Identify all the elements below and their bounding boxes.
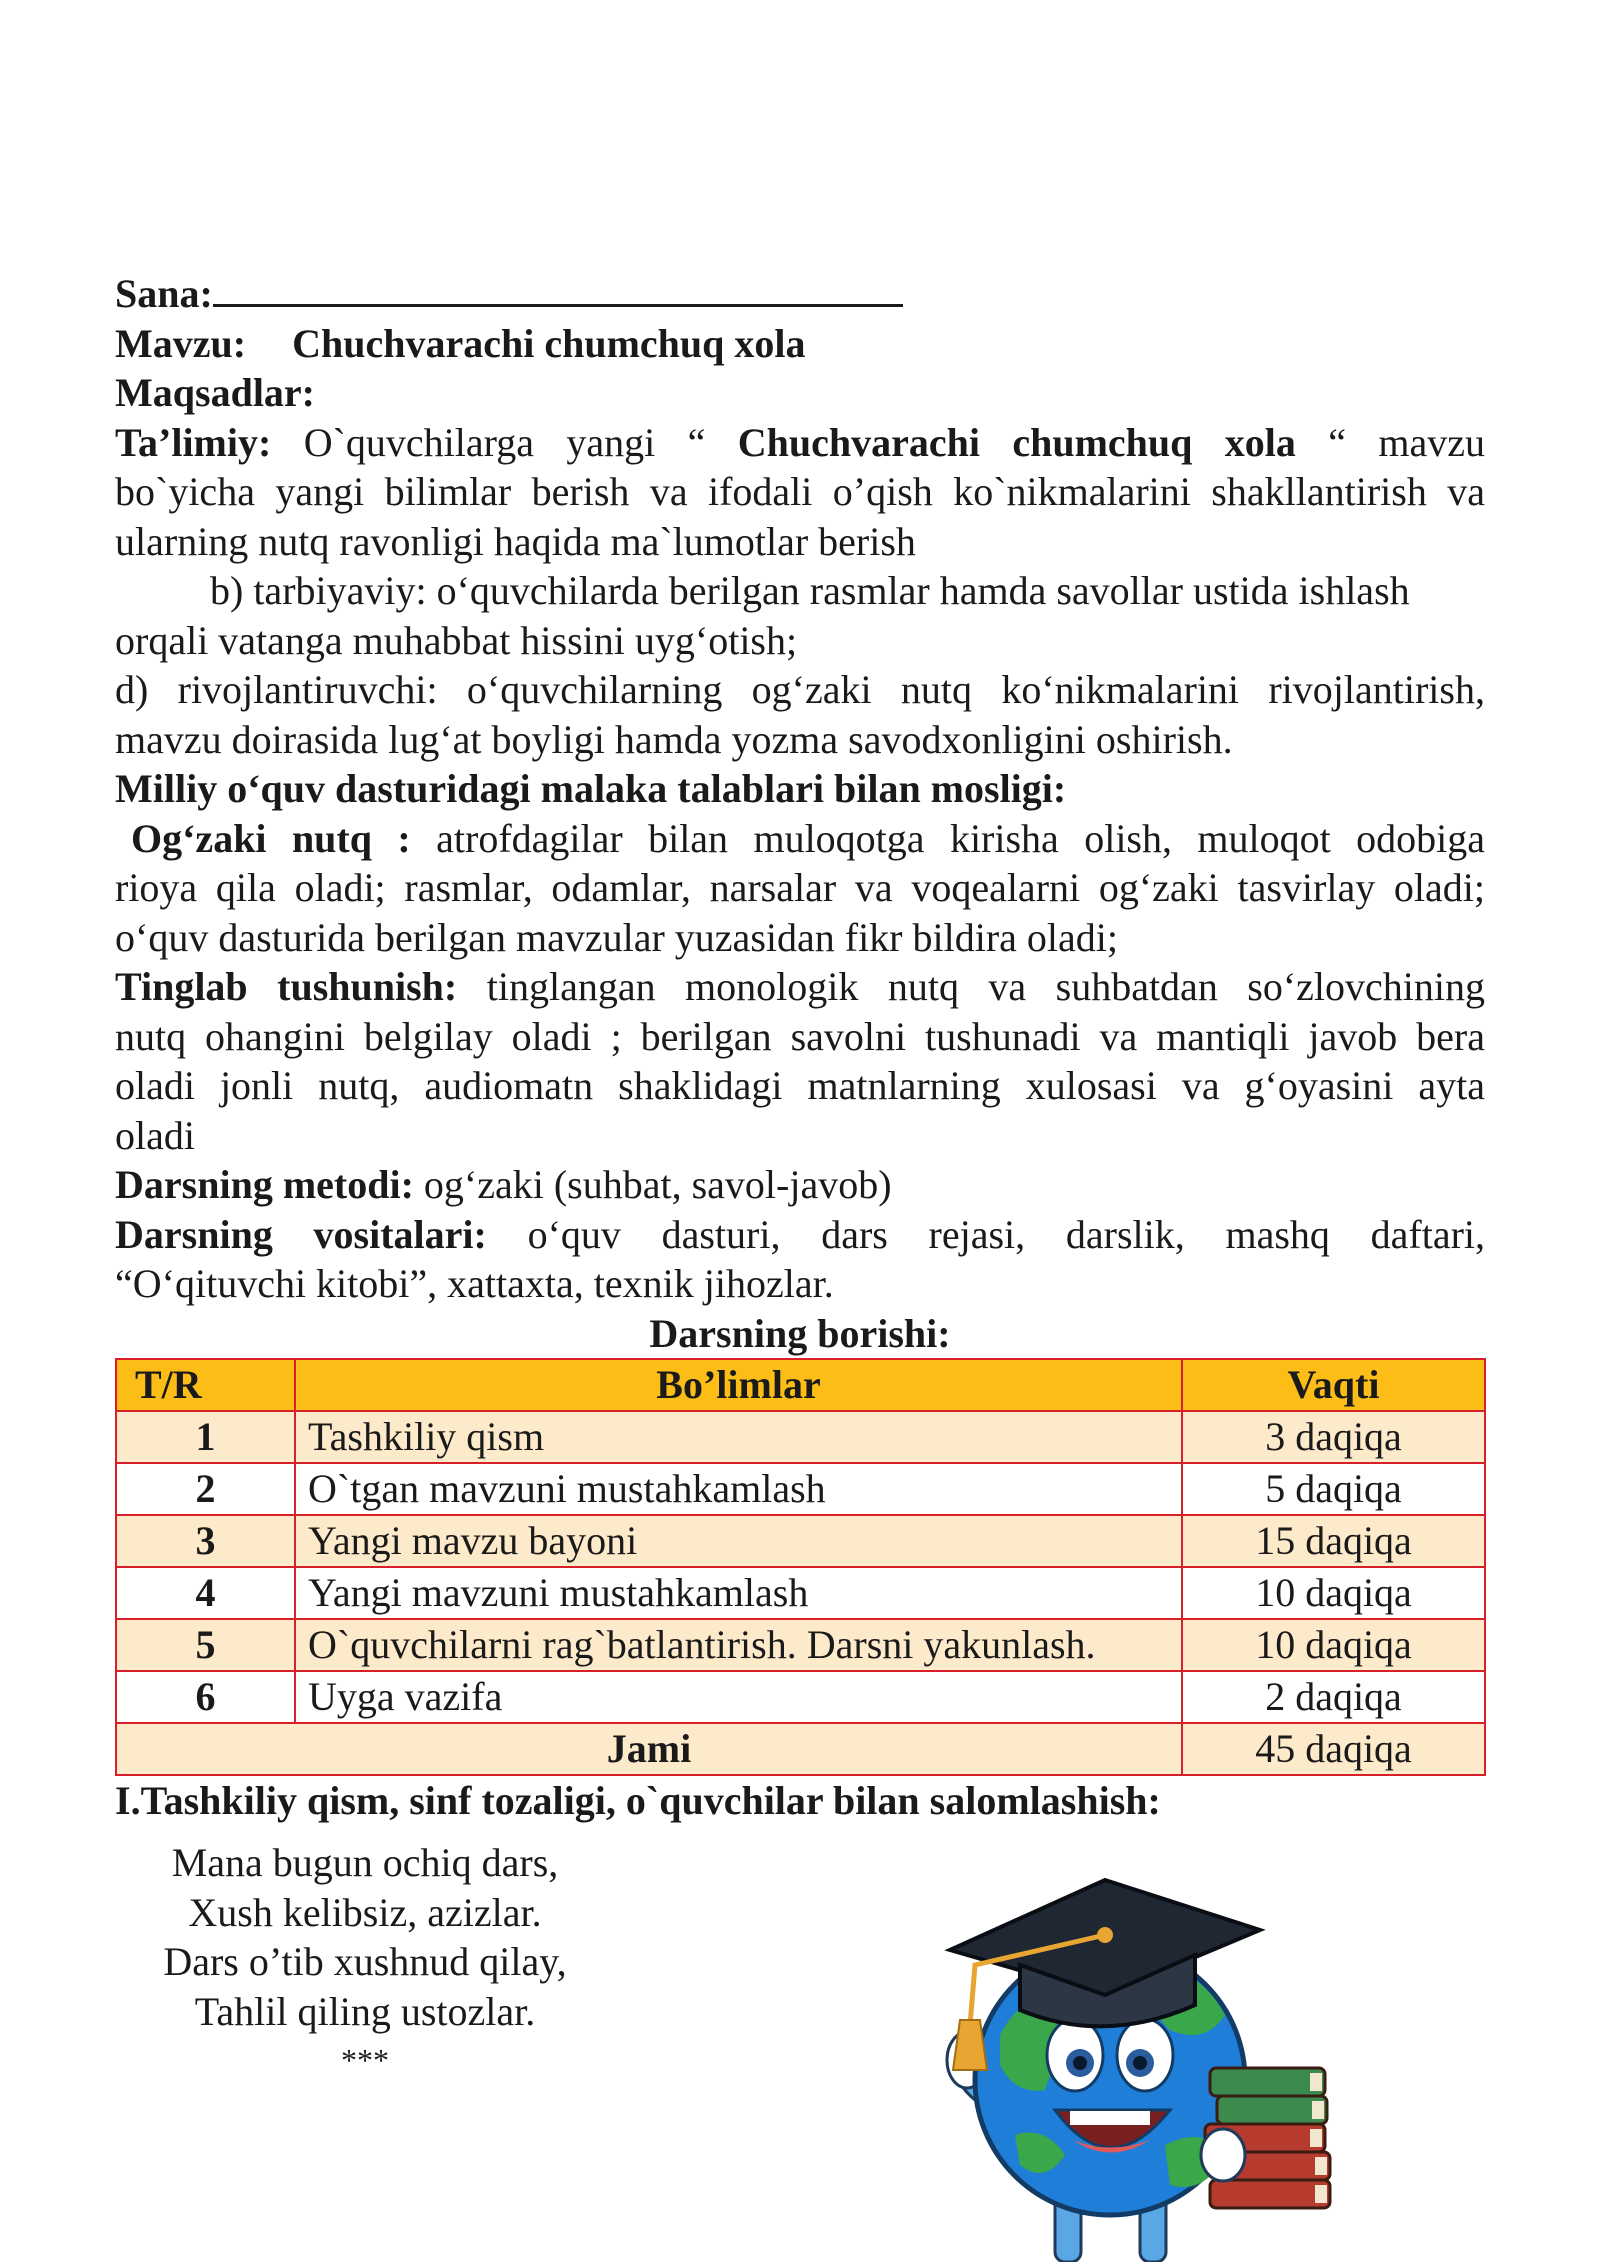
table-row — [116, 1463, 1485, 1515]
tools-label: Darsning vositalari: — [115, 1211, 487, 1257]
rivoj-line-1: d) rivojlantiruvchi: o‘quvchilarning og‘zaki nutq ko‘nikmalarini rivojlantirish, — [115, 667, 1485, 712]
table-row — [116, 1515, 1485, 1567]
poem-separator: *** — [341, 2042, 389, 2078]
standards-heading: Milliy o‘quv dasturidagi malaka talablari bilan mosligi: — [115, 766, 1067, 811]
row-num: 4 — [116, 1567, 295, 1619]
lesson-schedule-table — [115, 1358, 1486, 1776]
tarbiyaviy-line-1: b) tarbiyaviy: o‘quvchilarda berilgan rasmlar hamda savollar ustida ishlash — [210, 568, 1410, 613]
row-num: 5 — [116, 1619, 295, 1671]
row-section: Uyga vazifa — [295, 1671, 1182, 1723]
date-line — [115, 268, 1485, 319]
listen-line-4: oladi — [115, 1112, 195, 1158]
lesson-plan-document — [115, 268, 1485, 1826]
tools-text-1: o‘quv dasturi, dars rejasi, darslik, mashq daftari, — [527, 1211, 1485, 1257]
poem-line: Mana bugun ochiq dars, — [171, 1840, 559, 1885]
row-time: 3 daqiqa — [1182, 1411, 1485, 1463]
table-row — [116, 1619, 1485, 1671]
listen-line-1 — [115, 962, 1485, 1012]
table-row — [116, 1567, 1485, 1619]
poem-line: Xush kelibsiz, azizlar. — [188, 1889, 542, 1935]
row-time: 15 daqiqa — [1182, 1515, 1485, 1567]
row-section: Yangi mavzu bayoni — [295, 1515, 1182, 1567]
oral-text-1: atrofdagilar bilan muloqotga kirisha olish, muloqot odobiga — [436, 815, 1485, 861]
talimiy-label: Ta’limiy: — [115, 419, 272, 465]
oral-line-2: rioya qila oladi; rasmlar, odamlar, narsalar va voqealarni og‘zaki tasvirlay oladi; — [115, 865, 1485, 910]
header-section: Bo’limlar — [295, 1359, 1182, 1411]
tools-line-1 — [115, 1210, 1485, 1260]
date-label: Sana: — [115, 271, 213, 316]
topic-label: Mavzu: — [115, 320, 247, 366]
topic-value: Chuchvarachi chumchuq xola — [292, 320, 806, 366]
talimiy-line-3: ularning nutq ravonligi haqida ma`lumotlar berish — [115, 518, 916, 564]
method-line — [115, 1160, 1485, 1210]
row-section: Tashkiliy qism — [295, 1411, 1182, 1463]
row-time: 10 daqiqa — [1182, 1567, 1485, 1619]
tools-line-2: “O‘qituvchi kitobi”, xattaxta, texnik jihozlar. — [115, 1261, 834, 1306]
row-time: 2 daqiqa — [1182, 1671, 1485, 1723]
topic-line — [115, 319, 1485, 369]
row-time: 5 daqiqa — [1182, 1463, 1485, 1515]
method-label: Darsning metodi: — [115, 1162, 414, 1207]
table-header-row — [116, 1359, 1485, 1411]
listen-line-3: oladi jonli nutq, audiomatn shaklidagi matnlarning xulosasi va g‘oyasini ayta — [115, 1063, 1485, 1108]
rivoj-line-2: mavzu doirasida lug‘at boyligi hamda yozma savodxonligini oshirish. — [115, 716, 1233, 762]
listen-line-2: nutq ohangini belgilay oladi ; berilgan savolni tushunadi va mantiqli javob bera — [115, 1013, 1485, 1059]
table-row — [116, 1411, 1485, 1463]
table-title: Darsning borishi: — [649, 1310, 951, 1356]
oral-line-1 — [115, 814, 1485, 864]
greeting-poem — [115, 1838, 615, 2086]
tarbiyaviy-line-2: orqali vatanga muhabbat hissini uyg‘otish; — [115, 617, 798, 663]
goals-heading: Maqsadlar: — [115, 370, 315, 415]
listen-text-1: tinglangan monologik nutq va suhbatdan so‘zlovchining — [486, 964, 1486, 1009]
total-label: Jami — [116, 1723, 1182, 1775]
row-time: 10 daqiqa — [1182, 1619, 1485, 1671]
row-section: O`tgan mavzuni mustahkamlash — [295, 1463, 1182, 1515]
talimiy-line-2: bo`yicha yangi bilimlar berish va ifodali o’qish ko`nikmalarini shakllantirish va — [115, 469, 1485, 514]
talimiy-text-a: O`quvchilarga yangi — [303, 419, 656, 465]
row-num: 1 — [116, 1411, 295, 1463]
header-time: Vaqti — [1182, 1359, 1485, 1411]
talimiy-topic: Chuchvarachi chumchuq xola — [737, 419, 1296, 465]
talimiy-line-1 — [115, 418, 1485, 468]
header-num: T/R — [116, 1359, 295, 1411]
row-section: Yangi mavzuni mustahkamlash — [295, 1567, 1182, 1619]
oral-line-3: o‘quv dasturida berilgan mavzular yuzasidan fikr bildira oladi; — [115, 914, 1119, 960]
listen-label: Tinglab tushunish: — [115, 964, 458, 1009]
method-value: og‘zaki (suhbat, savol-javob) — [423, 1162, 892, 1207]
row-section: O`quvchilarni rag`batlantirish. Darsni yakunlash. — [295, 1619, 1182, 1671]
poem-line: Tahlil qiling ustozlar. — [194, 1988, 536, 2034]
section1-heading: I.Tashkiliy qism, sinf tozaligi, o`quvchilar bilan salomlashish: — [115, 1778, 1161, 1823]
total-value: 45 daqiqa — [1182, 1723, 1485, 1775]
talimiy-open-quote: “ — [687, 419, 706, 465]
row-num: 3 — [116, 1515, 295, 1567]
date-blank — [213, 268, 903, 307]
poem-line: Dars o’tib xushnud qilay, — [163, 1939, 567, 1984]
table-row — [116, 1671, 1485, 1723]
row-num: 2 — [116, 1463, 295, 1515]
talimiy-text-b: “ mavzu — [1328, 419, 1486, 465]
table-total-row — [116, 1723, 1485, 1775]
globe-mascot-graduation-icon — [905, 1855, 1355, 2262]
oral-label: Og‘zaki nutq : — [131, 815, 411, 861]
row-num: 6 — [116, 1671, 295, 1723]
